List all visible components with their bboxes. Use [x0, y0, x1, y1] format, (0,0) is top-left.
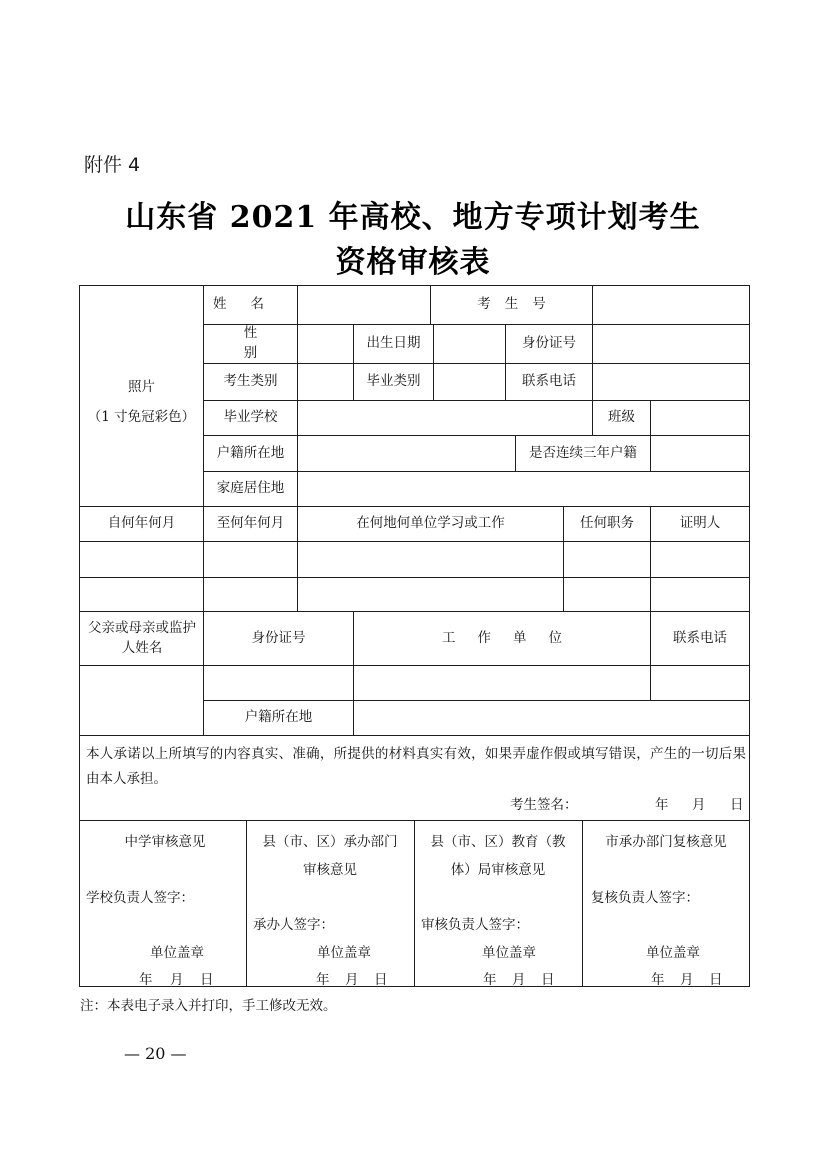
review-county-edu-sign: 审核负责人签字： [421, 917, 529, 933]
promise-text: 本人承诺以上所填写的内容真实、准确，所提供的材料真实有效，如果弄虚作假或填写错误，产生的一切后果由本人承担。 [86, 746, 746, 787]
history-col-place: 在何地何单位学习或工作 [356, 515, 505, 532]
form-title-line2: 资格审核表 [335, 245, 491, 280]
name-field[interactable] [298, 286, 430, 324]
review-county-edu-month: 月 [512, 972, 526, 988]
history-col-witness: 证明人 [679, 515, 721, 532]
review-county-edu-day: 日 [541, 972, 555, 988]
review-school-seal: 单位盖章 [150, 945, 204, 961]
review-county-dept-title1: 县（市、区）承办部门 [262, 834, 398, 850]
exam-no-label: 考生号 [477, 296, 560, 313]
review-school-title: 中学审核意见 [124, 834, 206, 850]
category-field[interactable] [298, 364, 353, 400]
review-county-dept-title2: 审核意见 [303, 862, 357, 878]
review-city-year: 年 [651, 972, 665, 988]
review-county-edu-title2: 体）局审核意见 [450, 862, 546, 878]
candidate-sign-label: 考生签名： [510, 797, 578, 813]
home-label: 家庭居住地 [216, 480, 285, 497]
history-col-to: 至何年何月 [216, 515, 285, 532]
home-field[interactable] [298, 472, 749, 506]
review-school-month: 月 [170, 972, 184, 988]
class-field[interactable] [651, 401, 749, 435]
guardian-col-id: 身份证号 [251, 629, 306, 646]
guardian-work-field[interactable] [354, 666, 650, 700]
review-county-dept-month: 月 [345, 972, 359, 988]
promise-day: 日 [730, 797, 744, 813]
guardian-hukou-field[interactable] [354, 701, 749, 735]
promise-month: 月 [692, 797, 706, 813]
review-county-dept-seal: 单位盖章 [317, 945, 371, 961]
review-school-day: 日 [200, 972, 214, 988]
history-col-position: 任何职务 [580, 515, 634, 532]
candidate-sign-field[interactable] [580, 790, 648, 812]
name-label: 姓名 [213, 296, 288, 313]
grad-category-field[interactable] [434, 364, 505, 400]
hukou-3yr-field[interactable] [651, 436, 749, 471]
guardian-hukou-label: 户籍所在地 [244, 709, 313, 726]
review-school-year: 年 [139, 972, 153, 988]
exam-no-field[interactable] [593, 286, 749, 324]
grad-category-label: 毕业类别 [366, 373, 421, 390]
review-city-day: 日 [709, 972, 723, 988]
review-city-month: 月 [680, 972, 694, 988]
row-line [79, 735, 750, 736]
phone-field[interactable] [593, 364, 749, 400]
page-number: — 20 — [124, 1044, 187, 1063]
gender-field[interactable] [298, 325, 353, 363]
guardian-phone-field[interactable] [651, 666, 749, 700]
guardian-name-field[interactable] [80, 666, 203, 735]
hukou-3yr-label: 是否连续三年户籍 [529, 444, 637, 461]
footer-note: 注：本表电子录入并打印，手工修改无效。 [80, 998, 337, 1014]
guardian-col-phone: 联系电话 [673, 629, 727, 646]
form-title-line1: 山东省 2021 年高校、地方专项计划考生 [125, 200, 701, 235]
review-county-edu-year: 年 [483, 972, 497, 988]
review-city-sign: 复核负责人签字： [591, 890, 699, 906]
category-label: 考生类别 [223, 373, 278, 390]
gender-label: 性别 [243, 325, 282, 361]
review-county-edu-title1: 县（市、区）教育（教 [430, 834, 566, 850]
review-school-sign: 学校负责人签字： [86, 890, 194, 906]
review-city-seal: 单位盖章 [646, 945, 700, 961]
photo-placeholder[interactable] [80, 286, 203, 506]
birth-field[interactable] [434, 325, 505, 363]
birth-label: 出生日期 [366, 335, 421, 352]
school-label: 毕业学校 [223, 409, 278, 426]
history-col-from: 自何年何月 [107, 515, 176, 532]
phone-label: 联系电话 [522, 373, 576, 390]
id-field[interactable] [593, 325, 749, 363]
table-border-right [749, 285, 750, 987]
attachment-label: 附件 4 [84, 154, 141, 176]
photo-note: （1 寸免冠彩色） [87, 409, 196, 425]
school-field[interactable] [298, 401, 592, 435]
hukou-label: 户籍所在地 [216, 444, 285, 461]
history-row-1[interactable] [80, 542, 749, 577]
review-county-dept-sign: 承办人签字： [253, 917, 334, 933]
history-row-2[interactable] [80, 578, 749, 611]
class-label: 班级 [608, 409, 635, 426]
review-county-dept-year: 年 [316, 972, 330, 988]
review-county-dept-day: 日 [374, 972, 388, 988]
review-city-title: 市承办部门复核意见 [605, 834, 727, 850]
guardian-col-name: 父亲或母亲或监护人姓名 [88, 619, 196, 656]
photo-label: 照片 [128, 379, 155, 396]
guardian-id-field[interactable] [204, 666, 353, 700]
id-label: 身份证号 [522, 335, 576, 352]
promise-year: 年 [655, 797, 669, 813]
hukou-field[interactable] [298, 436, 515, 471]
review-county-edu-seal: 单位盖章 [482, 945, 536, 961]
guardian-col-work: 工作单位 [442, 629, 584, 646]
